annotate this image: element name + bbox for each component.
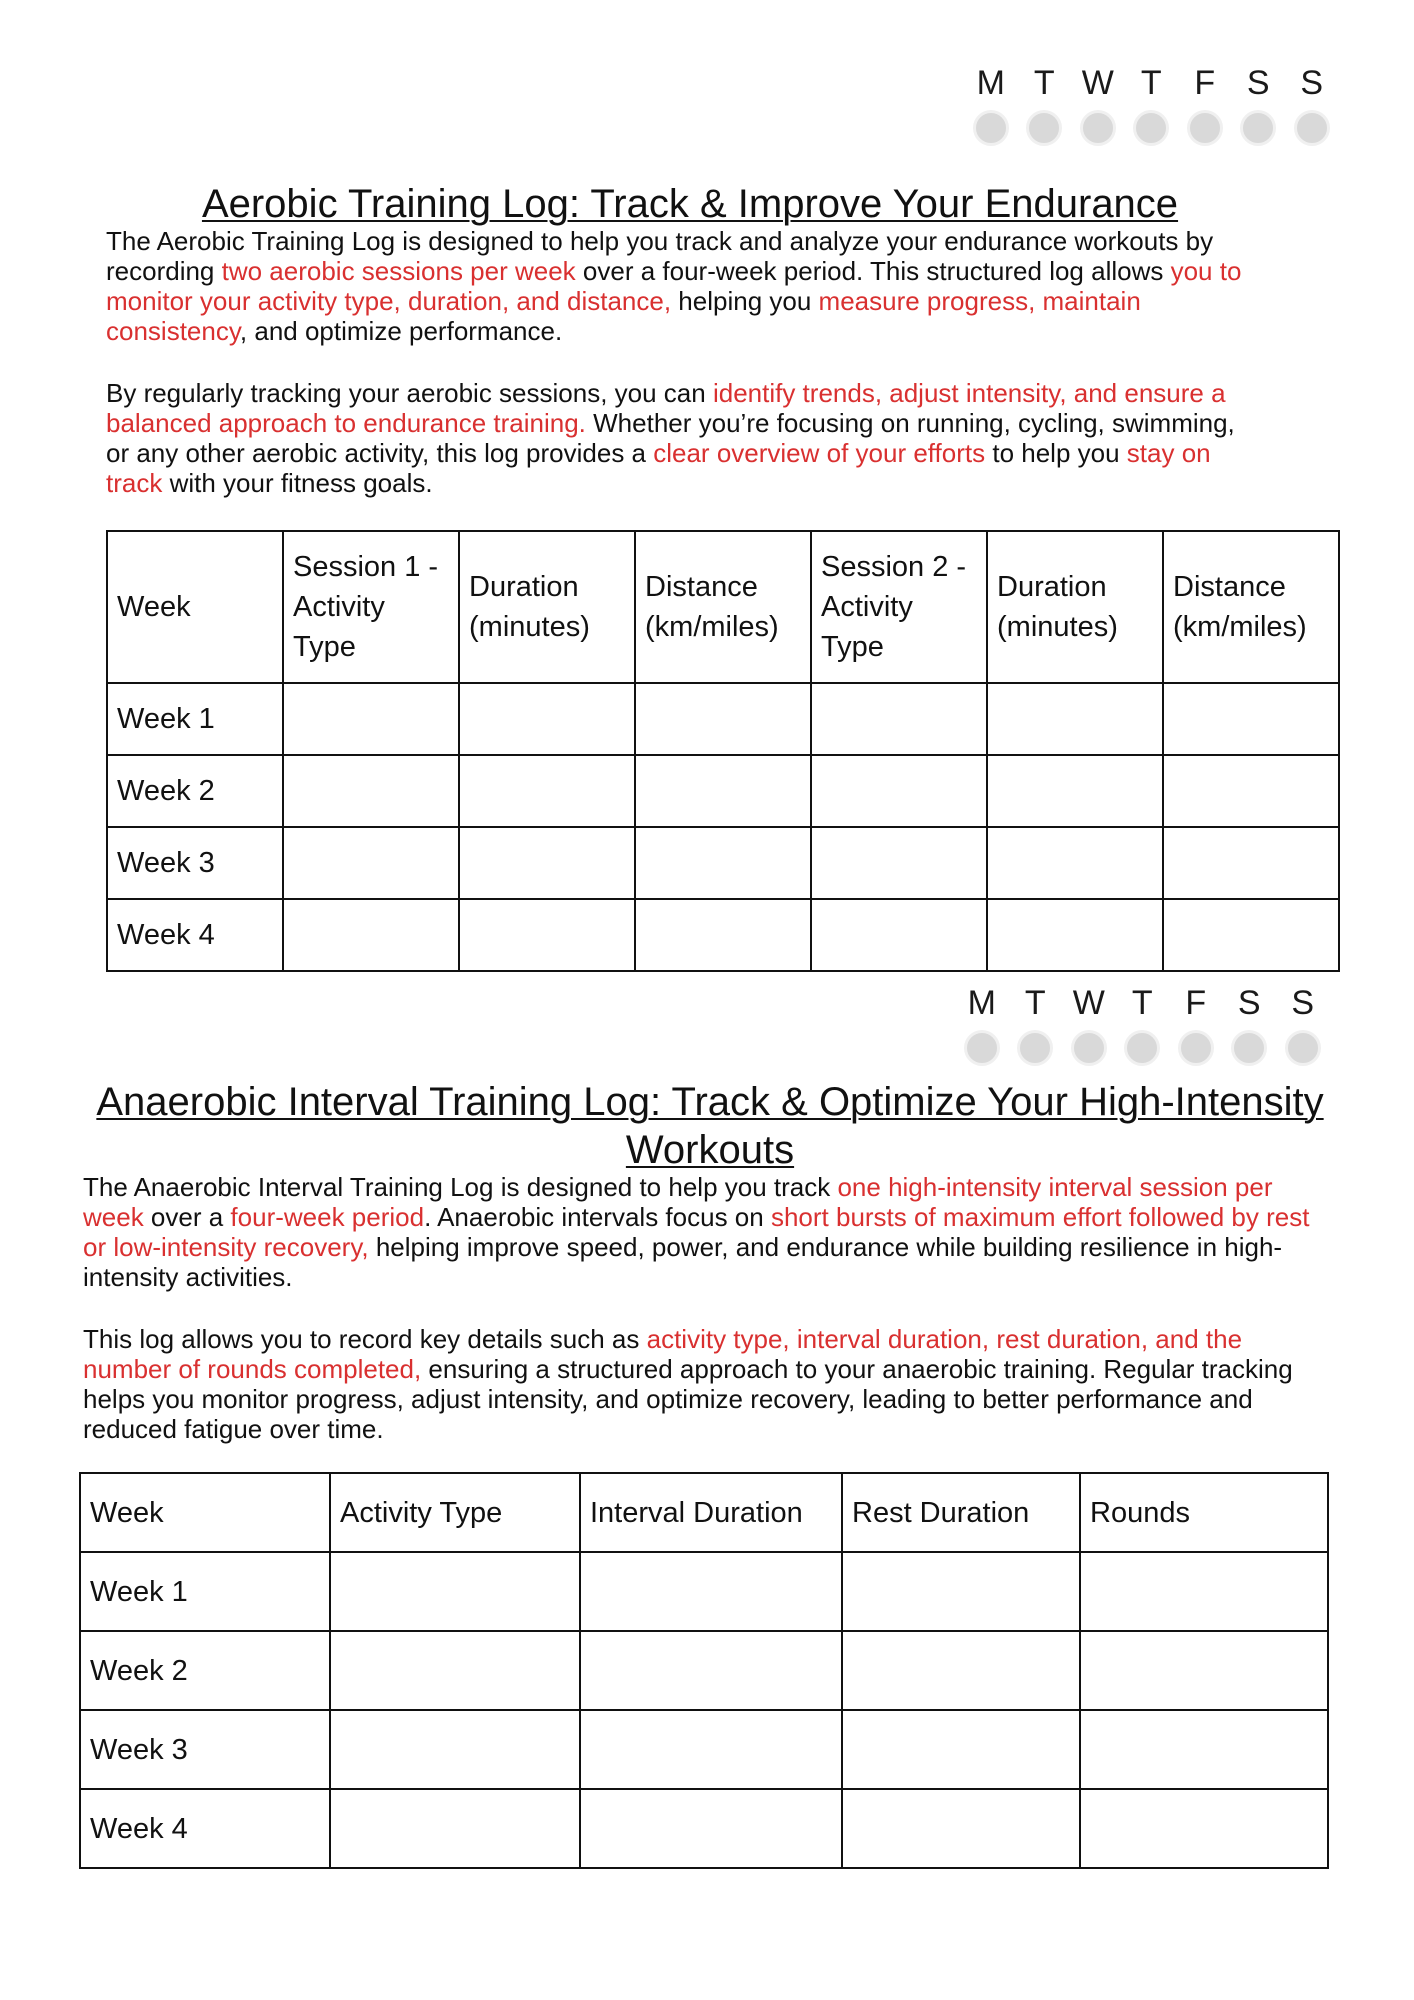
body-text: Whether you’re focusing on running, cycling, swimming, or any other aerobic activity, this log provides a	[106, 408, 1235, 468]
day-checkbox[interactable]	[1116, 984, 1170, 1066]
entry-cell[interactable]	[842, 1789, 1080, 1868]
day-letter: W	[1072, 984, 1105, 1022]
body-text: The Aerobic Training Log is designed to help you track and analyze your endurance workouts by recording	[106, 226, 1214, 286]
entry-cell[interactable]	[459, 899, 635, 971]
column-header: Distance (km/miles)	[1163, 531, 1339, 683]
entry-cell[interactable]	[635, 683, 811, 755]
day-tracker-aerobic	[964, 64, 1339, 146]
highlighted-text: one high-intensity interval session per week	[83, 1172, 1273, 1232]
entry-cell[interactable]	[1163, 899, 1339, 971]
day-letter: M	[976, 64, 1005, 102]
entry-cell[interactable]	[580, 1631, 842, 1710]
column-header: Rest Duration	[842, 1473, 1080, 1552]
anaerobic-table-header-row	[80, 1473, 1328, 1552]
table-row	[107, 755, 1339, 827]
entry-cell[interactable]	[811, 827, 987, 899]
table-row	[80, 1789, 1328, 1868]
day-checkbox[interactable]	[1232, 64, 1286, 146]
highlighted-text: measure progress, maintain consistency	[106, 286, 1141, 346]
day-circle-icon[interactable]	[973, 110, 1009, 146]
entry-cell[interactable]	[1080, 1710, 1328, 1789]
entry-cell[interactable]	[283, 899, 459, 971]
anaerobic-log-table	[79, 1472, 1329, 1869]
anaerobic-log-title: Anaerobic Interval Training Log: Track & Optimize Your High-Intensity Workouts	[96, 1080, 1324, 1172]
day-letter: M	[967, 984, 996, 1022]
entry-cell[interactable]	[987, 827, 1163, 899]
entry-cell[interactable]	[811, 899, 987, 971]
entry-cell[interactable]	[1080, 1631, 1328, 1710]
highlighted-text: two aerobic sessions per week	[221, 256, 576, 286]
entry-cell[interactable]	[1080, 1552, 1328, 1631]
table-row	[107, 683, 1339, 755]
entry-cell[interactable]	[1163, 827, 1339, 899]
day-circle-icon[interactable]	[1294, 110, 1330, 146]
day-letter: F	[1194, 64, 1216, 102]
body-text: , and optimize performance.	[239, 316, 563, 346]
body-text: to help you	[985, 438, 1127, 468]
week-label: Week 4	[107, 899, 283, 971]
highlighted-text: stay on track	[106, 438, 1211, 498]
highlighted-text: four-week period	[230, 1202, 425, 1232]
column-header: Activity Type	[330, 1473, 580, 1552]
week-label: Week 1	[107, 683, 283, 755]
highlighted-text: identify trends, adjust intensity, and ensure a balanced approach to endurance training.	[106, 378, 1226, 438]
body-text: . Anaerobic intervals focus on	[424, 1202, 771, 1232]
entry-cell[interactable]	[811, 683, 987, 755]
day-circle-icon[interactable]	[1187, 110, 1223, 146]
day-checkbox[interactable]	[1169, 984, 1223, 1066]
body-text: helping you	[671, 286, 819, 316]
day-checkbox[interactable]	[1071, 64, 1125, 146]
table-row	[80, 1710, 1328, 1789]
body-text: with your fitness goals.	[162, 468, 433, 498]
body-text: over a four-week period. This structured log allows	[575, 256, 1171, 286]
body-text: helping improve speed, power, and endurance while building resilience in high-intensity activities.	[83, 1232, 1283, 1292]
week-label: Week 4	[80, 1789, 330, 1868]
day-circle-icon[interactable]	[1017, 1030, 1053, 1066]
column-header: Rounds	[1080, 1473, 1328, 1552]
day-checkbox[interactable]	[1285, 64, 1339, 146]
day-letter: F	[1185, 984, 1207, 1022]
week-label: Week 2	[107, 755, 283, 827]
entry-cell[interactable]	[283, 683, 459, 755]
day-circle-icon[interactable]	[1231, 1030, 1267, 1066]
day-circle-icon[interactable]	[1240, 110, 1276, 146]
entry-cell[interactable]	[580, 1552, 842, 1631]
entry-cell[interactable]	[330, 1631, 580, 1710]
day-checkbox[interactable]	[1178, 64, 1232, 146]
entry-cell[interactable]	[635, 899, 811, 971]
entry-cell[interactable]	[635, 755, 811, 827]
column-header: Duration (minutes)	[459, 531, 635, 683]
table-row	[107, 899, 1339, 971]
entry-cell[interactable]	[283, 755, 459, 827]
day-letter: T	[1131, 984, 1153, 1022]
entry-cell[interactable]	[459, 683, 635, 755]
body-text: ensuring a structured approach to your anaerobic training. Regular tracking helps you monitor progress, adjust intensity, and optimize recovery, leading to better performance and reduced fatigue over time.	[83, 1354, 1293, 1444]
entry-cell[interactable]	[459, 827, 635, 899]
entry-cell[interactable]	[811, 755, 987, 827]
entry-cell[interactable]	[987, 755, 1163, 827]
entry-cell[interactable]	[580, 1710, 842, 1789]
highlighted-text: you to monitor your activity type, duration, and distance,	[106, 256, 1242, 316]
entry-cell[interactable]	[330, 1789, 580, 1868]
highlighted-text: short bursts of maximum effort followed by rest or low-intensity recovery,	[83, 1202, 1310, 1262]
day-checkbox[interactable]	[1125, 64, 1179, 146]
day-letter: T	[1024, 984, 1046, 1022]
aerobic-log-table	[106, 530, 1340, 972]
day-circle-icon[interactable]	[1026, 110, 1062, 146]
aerobic-table-header-row	[107, 531, 1339, 683]
day-checkbox[interactable]	[955, 984, 1009, 1066]
day-letter: W	[1081, 64, 1114, 102]
day-circle-icon[interactable]	[1178, 1030, 1214, 1066]
column-header: Week	[80, 1473, 330, 1552]
aerobic-tracking-paragraph	[106, 378, 1256, 498]
day-checkbox[interactable]	[1223, 984, 1277, 1066]
entry-cell[interactable]	[842, 1552, 1080, 1631]
week-label: Week 1	[80, 1552, 330, 1631]
entry-cell[interactable]	[987, 899, 1163, 971]
column-header: Interval Duration	[580, 1473, 842, 1552]
day-circle-icon[interactable]	[1285, 1030, 1321, 1066]
day-checkbox[interactable]	[964, 64, 1018, 146]
entry-cell[interactable]	[330, 1552, 580, 1631]
anaerobic-details-paragraph	[83, 1324, 1333, 1444]
day-tracker-anaerobic	[955, 984, 1330, 1066]
entry-cell[interactable]	[987, 683, 1163, 755]
day-circle-icon[interactable]	[1124, 1030, 1160, 1066]
day-circle-icon[interactable]	[964, 1030, 1000, 1066]
day-letter: S	[1300, 64, 1324, 102]
entry-cell[interactable]	[1163, 755, 1339, 827]
entry-cell[interactable]	[330, 1710, 580, 1789]
column-header: Duration (minutes)	[987, 531, 1163, 683]
entry-cell[interactable]	[1080, 1789, 1328, 1868]
entry-cell[interactable]	[842, 1710, 1080, 1789]
day-letter: S	[1291, 984, 1315, 1022]
table-row	[80, 1631, 1328, 1710]
day-letter: S	[1246, 64, 1270, 102]
body-text: The Anaerobic Interval Training Log is designed to help you track	[83, 1172, 838, 1202]
body-text: This log allows you to record key details such as	[83, 1324, 647, 1354]
day-letter: T	[1140, 64, 1162, 102]
day-letter: S	[1237, 984, 1261, 1022]
column-header: Session 2 - Activity Type	[811, 531, 987, 683]
day-circle-icon[interactable]	[1133, 110, 1169, 146]
table-row	[107, 827, 1339, 899]
body-text: By regularly tracking your aerobic sessions, you can	[106, 378, 713, 408]
column-header: Distance (km/miles)	[635, 531, 811, 683]
week-label: Week 3	[80, 1710, 330, 1789]
week-label: Week 2	[80, 1631, 330, 1710]
day-letter: T	[1033, 64, 1055, 102]
aerobic-intro-paragraph	[106, 226, 1256, 346]
entry-cell[interactable]	[459, 755, 635, 827]
body-text: over a	[143, 1202, 231, 1232]
table-row	[80, 1552, 1328, 1631]
anaerobic-intro-paragraph	[83, 1172, 1333, 1292]
highlighted-text: activity type, interval duration, rest duration, and the number of rounds completed,	[83, 1324, 1243, 1384]
column-header: Week	[107, 531, 283, 683]
day-checkbox[interactable]	[1062, 984, 1116, 1066]
entry-cell[interactable]	[842, 1631, 1080, 1710]
entry-cell[interactable]	[283, 827, 459, 899]
day-circle-icon[interactable]	[1080, 110, 1116, 146]
aerobic-log-title: Aerobic Training Log: Track & Improve Your Endurance	[201, 182, 1179, 226]
day-checkbox[interactable]	[1009, 984, 1063, 1066]
entry-cell[interactable]	[580, 1789, 842, 1868]
day-checkbox[interactable]	[1018, 64, 1072, 146]
highlighted-text: clear overview of your efforts	[653, 438, 986, 468]
entry-cell[interactable]	[1163, 683, 1339, 755]
entry-cell[interactable]	[635, 827, 811, 899]
week-label: Week 3	[107, 827, 283, 899]
day-checkbox[interactable]	[1276, 984, 1330, 1066]
day-circle-icon[interactable]	[1071, 1030, 1107, 1066]
column-header: Session 1 - Activity Type	[283, 531, 459, 683]
